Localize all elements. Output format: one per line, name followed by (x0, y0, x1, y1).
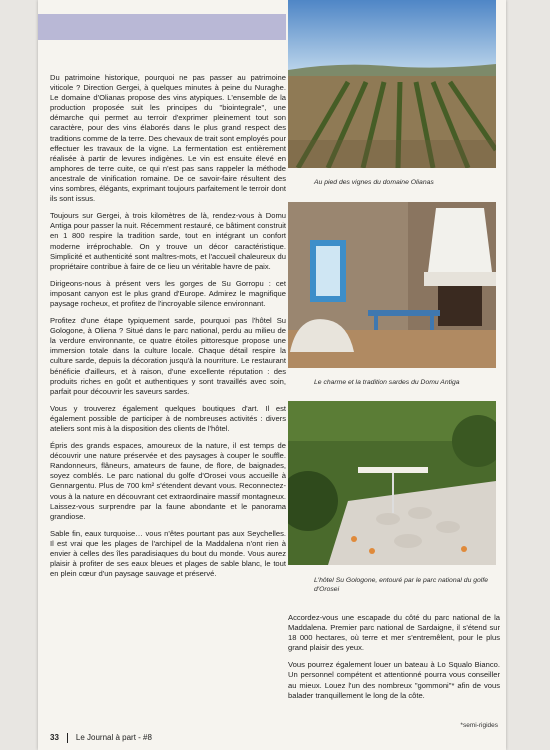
footer-divider (67, 733, 68, 743)
page-footer (50, 733, 152, 743)
magazine-page (38, 0, 506, 750)
paragraph-maddalena-beaches: Sable fin, eaux turquoise… vous n'êtes pourtant pas aux Seychelles. Il est vrai que les plages de l'archipel de la Maddalena n'ont rien à envier à celles des îles paradisiaques du bout du monde. Vous aurez plaisir à profiter de ses eaux bleues et plages de sable blanc, le tout en plein cœur d'un paysage sauvage et préservé. (50, 528, 286, 579)
left-text-column (50, 73, 286, 586)
page-number: 33 (50, 733, 59, 743)
paragraph-boat-rental: Vous pourrez également louer un bateau à Lo Squalo Bianco. Un personnel compétent et attentionné pourra vous conseiller au mieux. Louez l'un des nombreux "gommoni"* afin de vous balader tranquillement le long de la côte. (288, 660, 500, 700)
paragraph-su-gologone: Profitez d'une étape typiquement sarde, pourquoi pas l'hôtel Su Gologone, à Oliena ? Situé dans le parc national, perdu au milieu de la verdure environnante, ce quatre étoiles pittoresque propose une immersion totale dans la culture locale. Chaque détail respire la culture sarde, depuis la décoration jusqu'à la nourriture. Le restaurant bénéficie d'ailleurs, et à raison, d'une excellente réputation : des produits riches en goût et authentiques y sont travaillés avec soin, parfait pour découvrir les saveurs sardes. (50, 316, 286, 396)
domu-antiga-caption: Le charme et la tradition sardes du Domu Antiga (314, 379, 460, 386)
domu-antiga-photo (288, 202, 496, 368)
header-color-band (38, 14, 286, 40)
su-gologone-caption: L'hôtel Su Gologone, entouré par le parc national du golfe d'Orosei (314, 577, 488, 593)
paragraph-su-gorropu: Dirigeons-nous à présent vers les gorges de Su Gorropu : cet imposant canyon est le plus grand d'Europe. Admirez le magnifique paysage rocheux, et profitez de l'incroyable silence environnant. (50, 278, 286, 308)
paragraph-boutiques: Vous y trouverez également quelques boutiques d'art. Il est également possible de participer à de nombreuses activités : divers ateliers sont mis à la disposition des clients de l'hôtel. (50, 403, 286, 433)
magazine-title: Le Journal à part - #8 (75, 733, 152, 743)
paragraph-maddalena-park: Accordez-vous une escapade du côté du parc national de la Maddalena. Premier parc national de Sardaigne, il s'étend sur 18 000 hectares, où terre et mer s'entremêlent, pour le plus grand plaisir des yeux. (288, 613, 500, 653)
paragraph-parc-national: Épris des grands espaces, amoureux de la nature, il est temps de découvrir une nature préservée et des paysages à couper le souffle. Randonneurs, flâneurs, amateurs de faune, de flore, de baignades, soyez comblés. Le parc national du golfe d'Orosei vous accueille à Gennargentu. Plus de 700 km² s'étendent devant vous. Reconnectez-vous à la nature en découvrant cet extraordinaire massif montagneux. Laissez-vous surprendre par la faune abondante et le panorama grandiose. (50, 441, 286, 521)
vineyard-caption: Au pied des vignes du domaine Olianas (314, 179, 434, 186)
right-text-column (288, 613, 500, 708)
paragraph-domu-antiga: Toujours sur Gergei, à trois kilomètres de là, rendez-vous à Domu Antiga pour passer la nuit. Récemment restauré, ce bâtiment construit en 1 800 respire la tradition sarde, tout en intégrant un confort moderne irréprochable. On y trouve un décor caractéristique. Simplicité et authenticité sont maîtres-mots, et l'accueil chaleureux du propriétaire contribue à faire de ce lieu un véritable havre de paix. (50, 211, 286, 271)
footnote: *semi-rigides (460, 722, 498, 729)
vineyard-photo (288, 0, 496, 168)
su-gologone-photo (288, 401, 496, 565)
paragraph-olianas: Du patrimoine historique, pourquoi ne pas passer au patrimoine viticole ? Direction Gergei, à quelques minutes à peine du Nuraghe. Le domaine d'Olianas propose des vins atypiques. L'ensemble de la production proposée suit les principes du "biointegrale", une démarche qui permet au terroir d'exprimer pleinement tout son caractère, pour des vins élaborés dans le plus grand respect des traditions comme de la terre. Des chevaux de trait sont employés pour effectuer les travaux de la vigne. La fermentation est entièrement réalisée à partir de levures indigènes. Le vin est ensuite élevé en amphores de terre cuite, ce qui n'est pas sans rappeler la méthode ancestrale de vinification romaine. De ce savoir-faire résultent des vins sombres, élégants, exprimant toujours parfaitement le terroir dont ils sont issus. (50, 73, 286, 204)
